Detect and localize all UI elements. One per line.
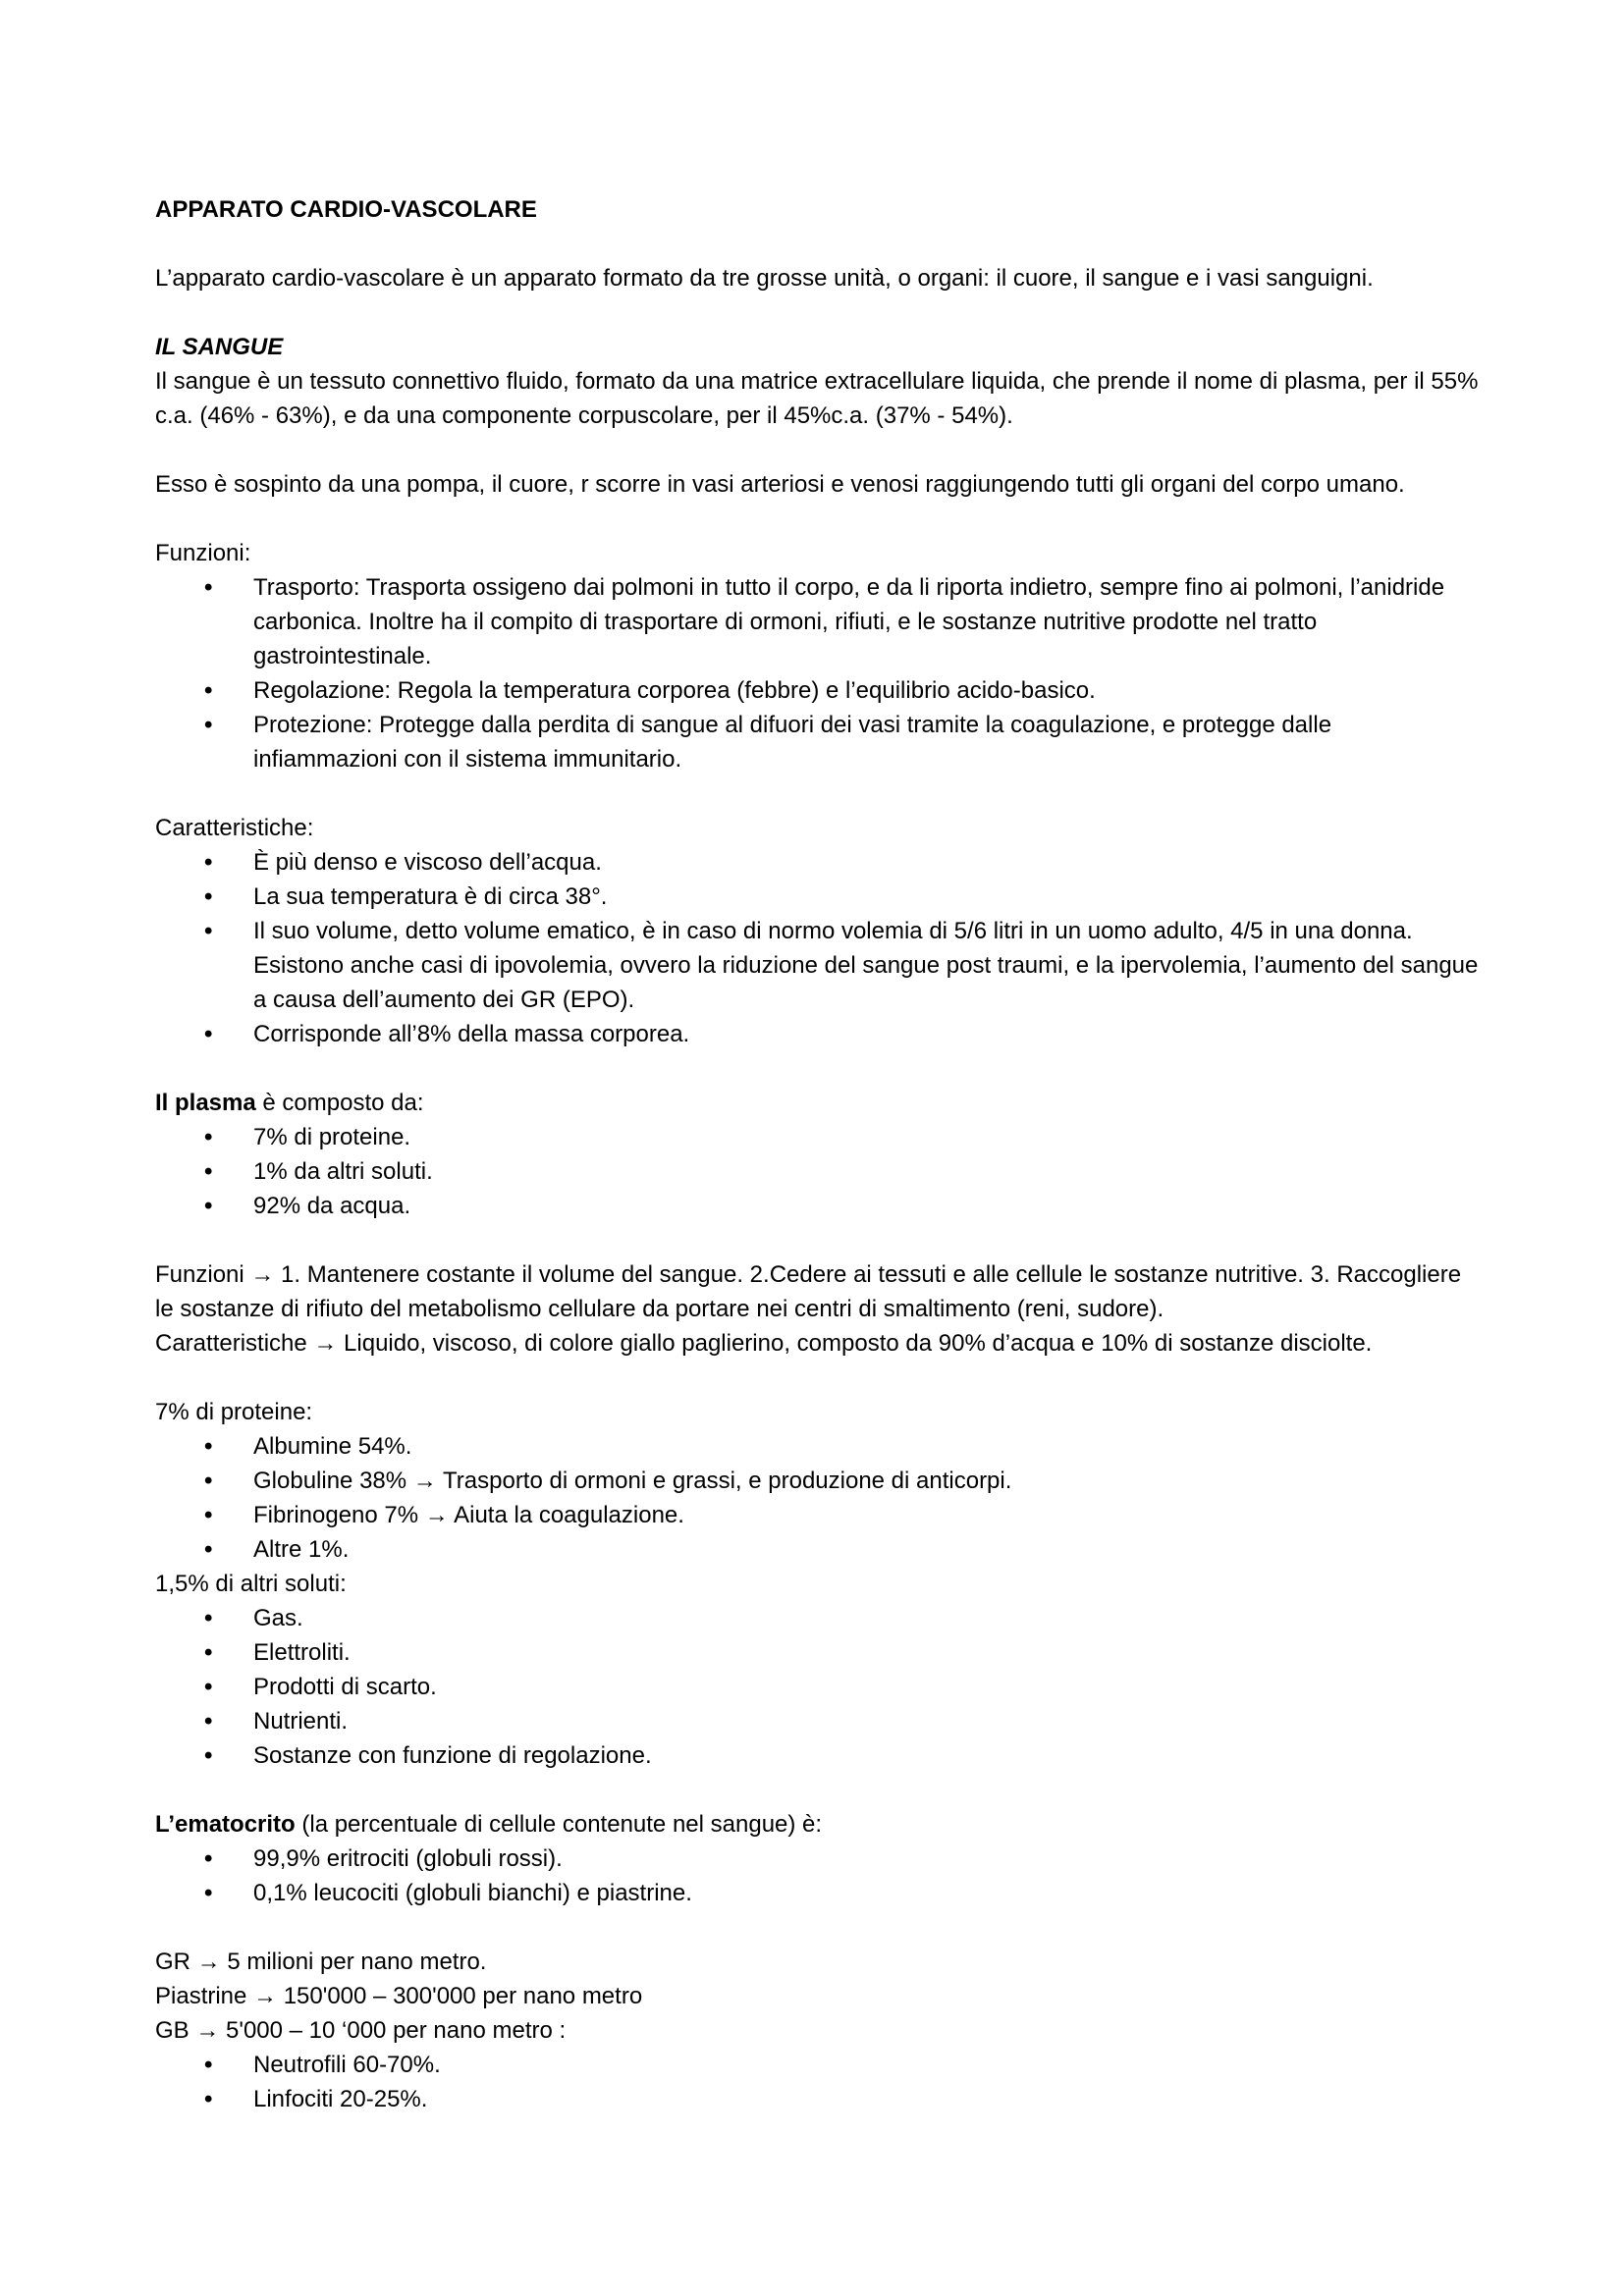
sangue-paragraph-1: Il sangue è un tessuto connettivo fluido, formato da una matrice extracellulare liquida, che prende il nome di plasma, per il 55% c.a. (46% - 63%), e da una componente corpuscolare, per il 45%c.a. (37% - 54%).	[155, 368, 1479, 429]
list-item: • Altre 1%.	[253, 1532, 1481, 1567]
gr-count: GR → 5 milioni per nano metro.	[155, 1949, 487, 1975]
proteine-label: 7% di proteine:	[155, 1399, 313, 1425]
bullet-icon: •	[204, 1880, 213, 1906]
list-item: • Protezione: Protegge dalla perdita di sangue al difuori dei vasi tramite la coagulazione, e protegge dalle infiammazioni con il sistema immunitario.	[253, 708, 1481, 776]
document-title: APPARATO CARDIO-VASCOLARE	[155, 196, 537, 223]
list-item: • Sostanze con funzione di regolazione.	[253, 1738, 1481, 1773]
list-item: • Neutrofili 60-70%.	[253, 2048, 1481, 2082]
list-item: • 0,1% leucociti (globuli bianchi) e piastrine.	[253, 1876, 1481, 1910]
gb-list	[155, 2048, 1481, 2116]
funzioni-list	[155, 570, 1481, 776]
bullet-icon: •	[204, 2086, 213, 2112]
bullet-icon: •	[204, 883, 213, 910]
soluti-list	[155, 1601, 1481, 1773]
list-item: • Globuline 38% → Trasporto di ormoni e grassi, e produzione di anticorpi.	[253, 1464, 1481, 1498]
gb-count: GB → 5'000 – 10 ‘000 per nano metro :	[155, 2017, 567, 2044]
bullet-icon: •	[204, 1502, 213, 1528]
list-item: • Prodotti di scarto.	[253, 1670, 1481, 1704]
list-item: • 92% da acqua.	[253, 1189, 1481, 1223]
proteine-list	[155, 1429, 1481, 1567]
piastrine-count: Piastrine → 150'000 – 300'000 per nano metro	[155, 1983, 643, 2009]
bullet-icon: •	[204, 1158, 213, 1185]
list-item: • Fibrinogeno 7% → Aiuta la coagulazione.	[253, 1498, 1481, 1532]
funzioni-label: Funzioni:	[155, 540, 251, 566]
sangue-paragraph-2: Esso è sospinto da una pompa, il cuore, r scorre in vasi arteriosi e venosi raggiungendo tutti gli organi del corpo umano.	[155, 471, 1405, 498]
plasma-caratteristiche: Caratteristiche → Liquido, viscoso, di colore giallo paglierino, composto da 90% d’acqua e 10% di sostanze disciolte.	[155, 1330, 1373, 1357]
intro-paragraph: L’apparato cardio-vascolare è un apparato formato da tre grosse unità, o organi: il cuore, il sangue e i vasi sanguigni.	[155, 265, 1374, 292]
list-item: • Corrisponde all’8% della massa corporea.	[253, 1017, 1481, 1051]
bullet-icon: •	[204, 1605, 213, 1631]
list-item: • La sua temperatura è di circa 38°.	[253, 880, 1481, 914]
plasma-list	[155, 1120, 1481, 1223]
section-heading-sangue: IL SANGUE	[155, 334, 284, 360]
list-item: • È più denso e viscoso dell’acqua.	[253, 845, 1481, 880]
bullet-icon: •	[204, 1639, 213, 1666]
bullet-icon: •	[204, 677, 213, 704]
bullet-icon: •	[204, 1433, 213, 1460]
bullet-icon: •	[204, 849, 213, 876]
list-item: • 7% di proteine.	[253, 1120, 1481, 1154]
bullet-icon: •	[204, 1674, 213, 1700]
bullet-icon: •	[204, 1124, 213, 1150]
document-page	[155, 192, 1481, 2116]
soluti-label: 1,5% di altri soluti:	[155, 1571, 347, 1597]
list-item: • 1% da altri soluti.	[253, 1154, 1481, 1189]
bullet-icon: •	[204, 1845, 213, 1872]
list-item: • Gas.	[253, 1601, 1481, 1635]
list-item: • Nutrienti.	[253, 1704, 1481, 1738]
list-item: • Linfociti 20-25%.	[253, 2082, 1481, 2116]
bullet-icon: •	[204, 1536, 213, 1563]
plasma-funzioni: Funzioni → 1. Mantenere costante il volume del sangue. 2.Cedere ai tessuti e alle cellule le sostanze nutritive. 3. Raccogliere le sostanze di rifiuto del metabolismo cellulare da portare nei centri di smaltimento (reni, sudore).	[155, 1261, 1462, 1322]
bullet-icon: •	[204, 712, 213, 738]
bullet-icon: •	[204, 2052, 213, 2078]
bullet-icon: •	[204, 574, 213, 601]
list-item: • Trasporto: Trasporta ossigeno dai polmoni in tutto il corpo, e da li riporta indietro, sempre fino ai polmoni, l’anidride carbonica. Inoltre ha il compito di trasportare di ormoni, rifiuti, e le sostanze nutritive prodotte nel tratto gastrointestinale.	[253, 570, 1481, 673]
bullet-icon: •	[204, 1021, 213, 1047]
list-item: • Regolazione: Regola la temperatura corporea (febbre) e l’equilibrio acido-basico.	[253, 673, 1481, 708]
bullet-icon: •	[204, 1742, 213, 1769]
bullet-icon: •	[204, 1193, 213, 1219]
bullet-icon: •	[204, 1708, 213, 1735]
ematocrito-list	[155, 1842, 1481, 1910]
list-item: • 99,9% eritrociti (globuli rossi).	[253, 1842, 1481, 1876]
plasma-intro: Il plasma è composto da:	[155, 1090, 424, 1116]
caratteristiche-list	[155, 845, 1481, 1051]
list-item: • Albumine 54%.	[253, 1429, 1481, 1464]
caratteristiche-label: Caratteristiche:	[155, 815, 314, 841]
bullet-icon: •	[204, 918, 213, 944]
list-item: • Elettroliti.	[253, 1635, 1481, 1670]
ematocrito-intro: L’ematocrito (la percentuale di cellule contenute nel sangue) è:	[155, 1811, 823, 1838]
list-item: • Il suo volume, detto volume ematico, è in caso di normo volemia di 5/6 litri in un uomo adulto, 4/5 in una donna. Esistono anche casi di ipovolemia, ovvero la riduzione del sangue post traumi, e la ipervolemia, l’aumento del sangue a causa dell’aumento dei GR (EPO).	[253, 914, 1481, 1017]
bullet-icon: •	[204, 1468, 213, 1494]
